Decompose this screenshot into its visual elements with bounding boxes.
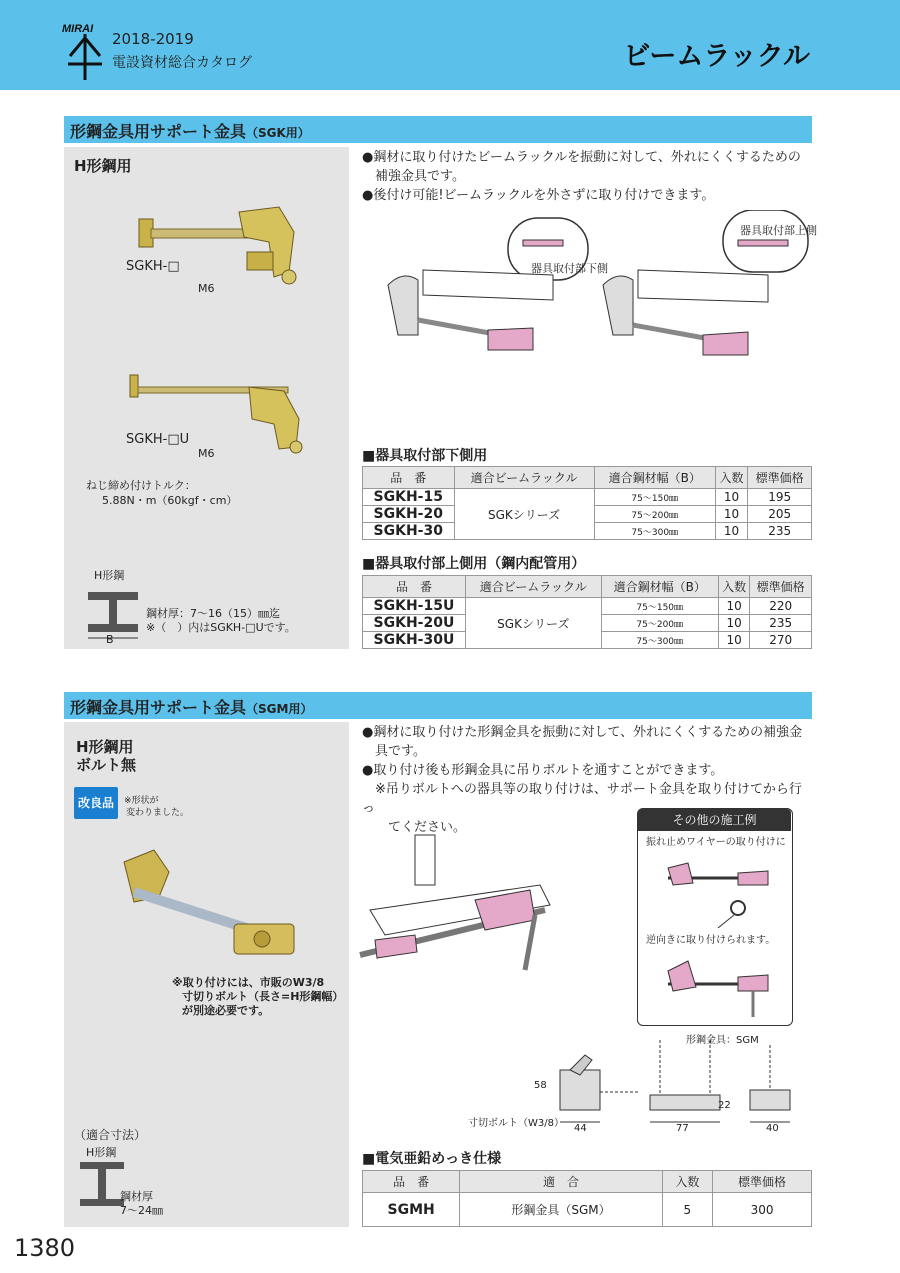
- reverse-example-illustration: [658, 949, 778, 1019]
- callout-lower: 器具取付部下側: [531, 262, 608, 275]
- bullet-line: 具です。: [362, 744, 426, 759]
- range-cell: 75～300㎜: [601, 632, 718, 649]
- thickness2-label1: 鋼材厚: [120, 1190, 153, 1203]
- table-header: 入数: [715, 467, 747, 489]
- model-cell: SGKH-30U: [363, 632, 466, 649]
- table-header: 入数: [662, 1171, 712, 1193]
- bullet-line: ※吊りボルトへの器具等の取り付けは、サポート金具を取り付けてから行っ: [362, 782, 802, 816]
- table3: [362, 1170, 812, 1227]
- table1: [362, 466, 812, 540]
- sgkh-product-image: [129, 197, 319, 297]
- series-cell: SGKシリーズ: [465, 598, 601, 649]
- dim-40: 40: [766, 1123, 779, 1134]
- table-header: 適合ビームラックル: [454, 467, 594, 489]
- bullet-line: ●取り付け後も形鋼金具に吊りボルトを通すことができます。: [362, 763, 724, 778]
- table-header: 品 番: [363, 1171, 460, 1193]
- improved-badge: 改良品: [74, 787, 118, 819]
- table-header: 適合ビームラックル: [465, 576, 601, 598]
- install-note1: ※取り付けには、市販のW3/8: [172, 976, 325, 989]
- table2: [362, 575, 812, 649]
- price-cell: 300: [713, 1193, 812, 1227]
- bullet-line: てください。: [362, 820, 467, 835]
- fit-dim-label: （適合寸法）: [74, 1128, 147, 1142]
- catalog-name: 電設資材総合カタログ: [112, 55, 252, 71]
- other-example1: 振れ止めワイヤーの取り付けに: [646, 837, 786, 848]
- price-cell: 235: [750, 615, 812, 632]
- badge-note2: 変わりました。: [126, 808, 190, 818]
- price-cell: 220: [750, 598, 812, 615]
- wire-example-illustration: [658, 853, 778, 928]
- bullet-line: ●後付け可能!ビームラックルを外さずに取り付けできます。: [362, 188, 715, 203]
- thickness2-label2: 7～24㎜: [120, 1204, 163, 1217]
- table2-title: ■器具取付部上側用（鋼内配管用）: [362, 556, 586, 572]
- qty-cell: 10: [718, 598, 749, 615]
- table-header: 標準価格: [713, 1171, 812, 1193]
- hbeam-label-2: H形鋼: [86, 1146, 117, 1159]
- dimension-drawing: [530, 1030, 815, 1130]
- model-cell: SGKH-20U: [363, 615, 466, 632]
- model-cell: SGKH-20: [363, 506, 455, 523]
- table-header: 品 番: [363, 467, 455, 489]
- catalog-year: 2018-2019: [112, 30, 194, 48]
- dim-77: 77: [676, 1123, 689, 1134]
- table-row: [363, 1193, 812, 1227]
- hbeam-label: H形鋼: [94, 569, 125, 582]
- qty-cell: 10: [715, 506, 747, 523]
- page-title: ビームラックル: [623, 41, 810, 72]
- table-header: 適合鋼材幅（B）: [594, 467, 715, 489]
- range-cell: 75～150㎜: [594, 489, 715, 506]
- range-cell: 75～200㎜: [601, 615, 718, 632]
- model2-label: SGKH-□U: [126, 432, 190, 447]
- model-cell: SGKH-15: [363, 489, 455, 506]
- table-header: 標準価格: [750, 576, 812, 598]
- install-note2: 寸切りボルト（長さ=H形鋼幅）: [182, 990, 344, 1003]
- section2-title-bar: [64, 692, 812, 719]
- other-examples-title: その他の施工例: [638, 809, 791, 831]
- section2-install-illustration: [355, 830, 625, 980]
- table-row: [363, 598, 812, 615]
- torque-line2: 5.88N・m（60kgf・cm）: [102, 494, 238, 507]
- price-cell: 205: [748, 506, 812, 523]
- qty-cell: 10: [718, 615, 749, 632]
- bullet-line: ●鋼材に取り付けた形鋼金具を振動に対して、外れにくくするための補強金: [362, 725, 803, 740]
- table-header: 適合鋼材幅（B）: [601, 576, 718, 598]
- qty-cell: 5: [662, 1193, 712, 1227]
- section1-left-heading: H形鋼用: [74, 157, 132, 175]
- section1-title-sub: （SGK用）: [246, 126, 310, 140]
- table-row: [363, 489, 812, 506]
- dim-b-label: B: [106, 633, 114, 646]
- qty-cell: 10: [718, 632, 749, 649]
- dim-58: 58: [534, 1080, 547, 1091]
- dim-22: 22: [718, 1100, 731, 1111]
- range-cell: 75～300㎜: [594, 523, 715, 540]
- section1-title-bar: [64, 116, 812, 143]
- bolt-label: 寸切ボルト（W3/8）: [468, 1118, 564, 1129]
- section1-bullets: [362, 148, 812, 205]
- section2-title: 形鋼金具用サポート金具: [70, 698, 247, 717]
- badge-note1: ※形状が: [124, 796, 159, 806]
- range-cell: 75～150㎜: [601, 598, 718, 615]
- price-cell: 195: [748, 489, 812, 506]
- section1-left-panel: [64, 147, 349, 649]
- section1-title: 形鋼金具用サポート金具: [70, 122, 247, 141]
- qty-cell: 10: [715, 489, 747, 506]
- table1-title: ■器具取付部下側用: [362, 448, 488, 464]
- mirai-logo-icon: [60, 18, 110, 82]
- price-cell: 270: [750, 632, 812, 649]
- sgm-label: 形鋼金具：SGM: [686, 1035, 759, 1046]
- model-cell: SGKH-15U: [363, 598, 466, 615]
- thickness-note: ※（ ）内はSGKH-□Uです。: [146, 621, 296, 634]
- section2-heading1: H形鋼用: [76, 738, 134, 756]
- bullet-line: 補強金具です。: [362, 169, 465, 184]
- page-number: 1380: [14, 1234, 76, 1262]
- fit-cell: 形鋼金具（SGM）: [460, 1193, 662, 1227]
- model-cell: SGKH-30: [363, 523, 455, 540]
- section2-title-sub: （SGM用）: [246, 702, 313, 716]
- table3-title: ■電気亜鉛めっき仕様: [362, 1151, 502, 1167]
- table-header: 品 番: [363, 576, 466, 598]
- series-cell: SGKシリーズ: [454, 489, 594, 540]
- install-note3: が別途必要です。: [182, 1004, 270, 1017]
- table-header: 入数: [718, 576, 749, 598]
- header-bar: [0, 0, 900, 90]
- model1-bolt: M6: [198, 282, 215, 295]
- model1-label: SGKH-□: [126, 259, 180, 274]
- section2-heading2: ボルト無: [76, 756, 137, 774]
- callout-upper: 器具取付部上側: [740, 224, 817, 237]
- table-header: 適 合: [460, 1171, 662, 1193]
- thickness-label: 鋼材厚：7～16（15）㎜迄: [146, 607, 280, 620]
- sgmh-product-image: [94, 842, 324, 972]
- qty-cell: 10: [715, 523, 747, 540]
- bullet-line: ●鋼材に取り付けたビームラックルを振動に対して、外れにくくするための: [362, 150, 801, 165]
- svg-text:MIRAI: MIRAI: [62, 23, 94, 35]
- model-cell: SGMH: [363, 1193, 460, 1227]
- price-cell: 235: [748, 523, 812, 540]
- torque-line1: ねじ締め付けトルク：: [86, 479, 196, 492]
- other-example2: 逆向きに取り付けられます。: [646, 935, 776, 946]
- model2-bolt: M6: [198, 447, 215, 460]
- dim-44: 44: [574, 1123, 587, 1134]
- other-examples-box: [637, 808, 793, 1026]
- range-cell: 75～200㎜: [594, 506, 715, 523]
- table-header: 標準価格: [748, 467, 812, 489]
